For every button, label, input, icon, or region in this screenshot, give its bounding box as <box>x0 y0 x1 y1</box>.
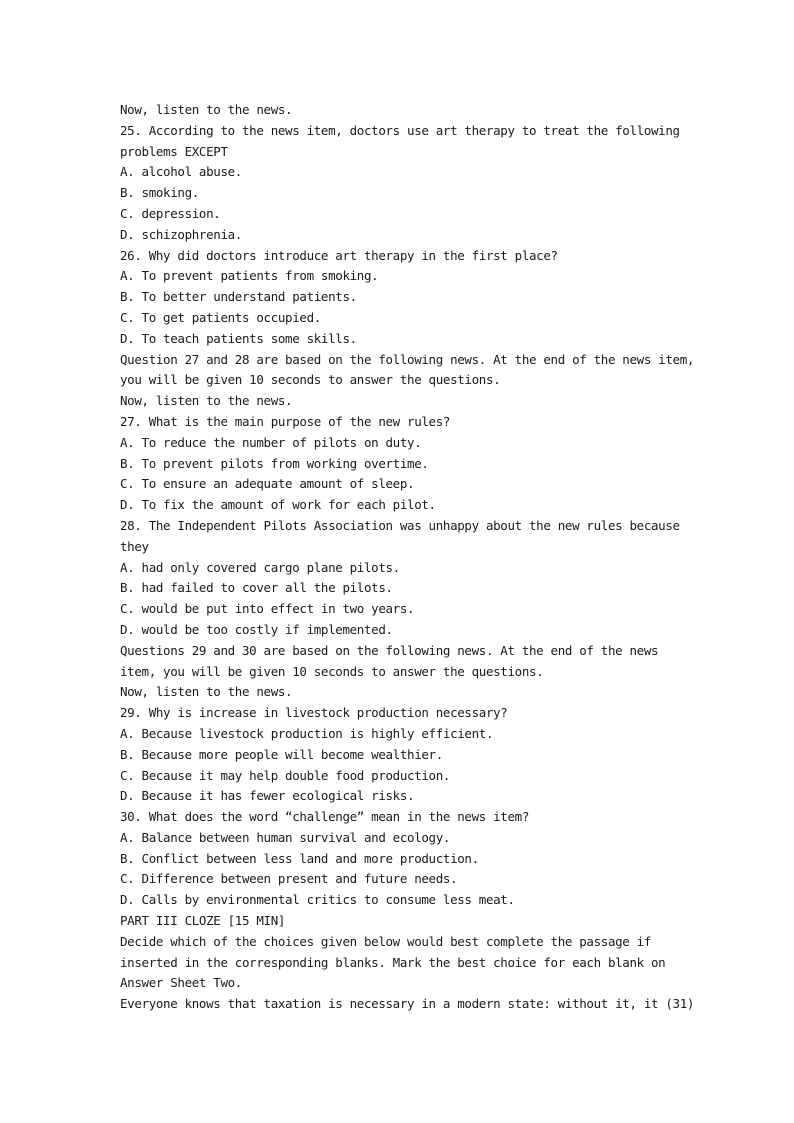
text-line: Now, listen to the news. <box>120 393 293 409</box>
option-c: C. depression. <box>120 205 221 221</box>
option-a: A. Balance between human survival and ecology. <box>120 829 451 845</box>
option-a: A. Because livestock production is highly efficient. <box>120 725 494 741</box>
option-b: B. had failed to cover all the pilots. <box>120 580 393 596</box>
question-30: 30. What does the word “challenge” mean in the news item? <box>120 809 530 825</box>
document-text <box>120 100 695 1015</box>
question-25: 25. According to the news item, doctors use art therapy to treat the following <box>120 122 680 138</box>
question-29: 29. Why is increase in livestock production necessary? <box>120 705 508 721</box>
option-b: B. To better understand patients. <box>120 289 357 305</box>
instruction-line: you will be given 10 seconds to answer the questions. <box>120 372 501 388</box>
option-a: A. had only covered cargo plane pilots. <box>120 559 400 575</box>
option-c: C. Difference between present and future needs. <box>120 871 458 887</box>
section-heading: PART III CLOZE [15 MIN] <box>120 913 286 929</box>
option-b: B. Conflict between less land and more production. <box>120 850 479 866</box>
option-c: C. Because it may help double food production. <box>120 767 451 783</box>
text-line: they <box>120 538 149 554</box>
option-a: A. To prevent patients from smoking. <box>120 268 379 284</box>
option-c: C. To get patients occupied. <box>120 309 321 325</box>
option-d: D. To teach patients some skills. <box>120 330 357 346</box>
question-26: 26. Why did doctors introduce art therapy in the first place? <box>120 247 558 263</box>
text-line: Now, listen to the news. <box>120 684 293 700</box>
option-d: D. schizophrenia. <box>120 226 242 242</box>
option-b: B. Because more people will become wealthier. <box>120 746 443 762</box>
option-d: D. Calls by environmental critics to consume less meat. <box>120 892 515 908</box>
option-a: A. alcohol abuse. <box>120 164 242 180</box>
instruction-line: inserted in the corresponding blanks. Mark the best choice for each blank on <box>120 954 666 970</box>
text-line: problems EXCEPT <box>120 143 228 159</box>
option-b: B. To prevent pilots from working overtime. <box>120 455 429 471</box>
passage-line: Everyone knows that taxation is necessary in a modern state: without it, it (31) <box>120 996 695 1012</box>
instruction-line: item, you will be given 10 seconds to answer the questions. <box>120 663 544 679</box>
option-b: B. smoking. <box>120 185 199 201</box>
option-d: D. To fix the amount of work for each pilot. <box>120 497 436 513</box>
option-d: D. would be too costly if implemented. <box>120 621 393 637</box>
instruction-line: Questions 29 and 30 are based on the following news. At the end of the news <box>120 642 659 658</box>
text-line: Now, listen to the news. <box>120 102 293 117</box>
instruction-line: Decide which of the choices given below would best complete the passage if <box>120 933 651 949</box>
instruction-line: Answer Sheet Two. <box>120 975 242 991</box>
question-28: 28. The Independent Pilots Association was unhappy about the new rules because <box>120 517 680 533</box>
option-d: D. Because it has fewer ecological risks. <box>120 788 415 804</box>
option-c: C. would be put into effect in two years. <box>120 601 415 617</box>
option-a: A. To reduce the number of pilots on duty. <box>120 434 422 450</box>
option-c: C. To ensure an adequate amount of sleep. <box>120 476 415 492</box>
question-27: 27. What is the main purpose of the new rules? <box>120 413 451 429</box>
instruction-line: Question 27 and 28 are based on the following news. At the end of the news item, <box>120 351 695 367</box>
